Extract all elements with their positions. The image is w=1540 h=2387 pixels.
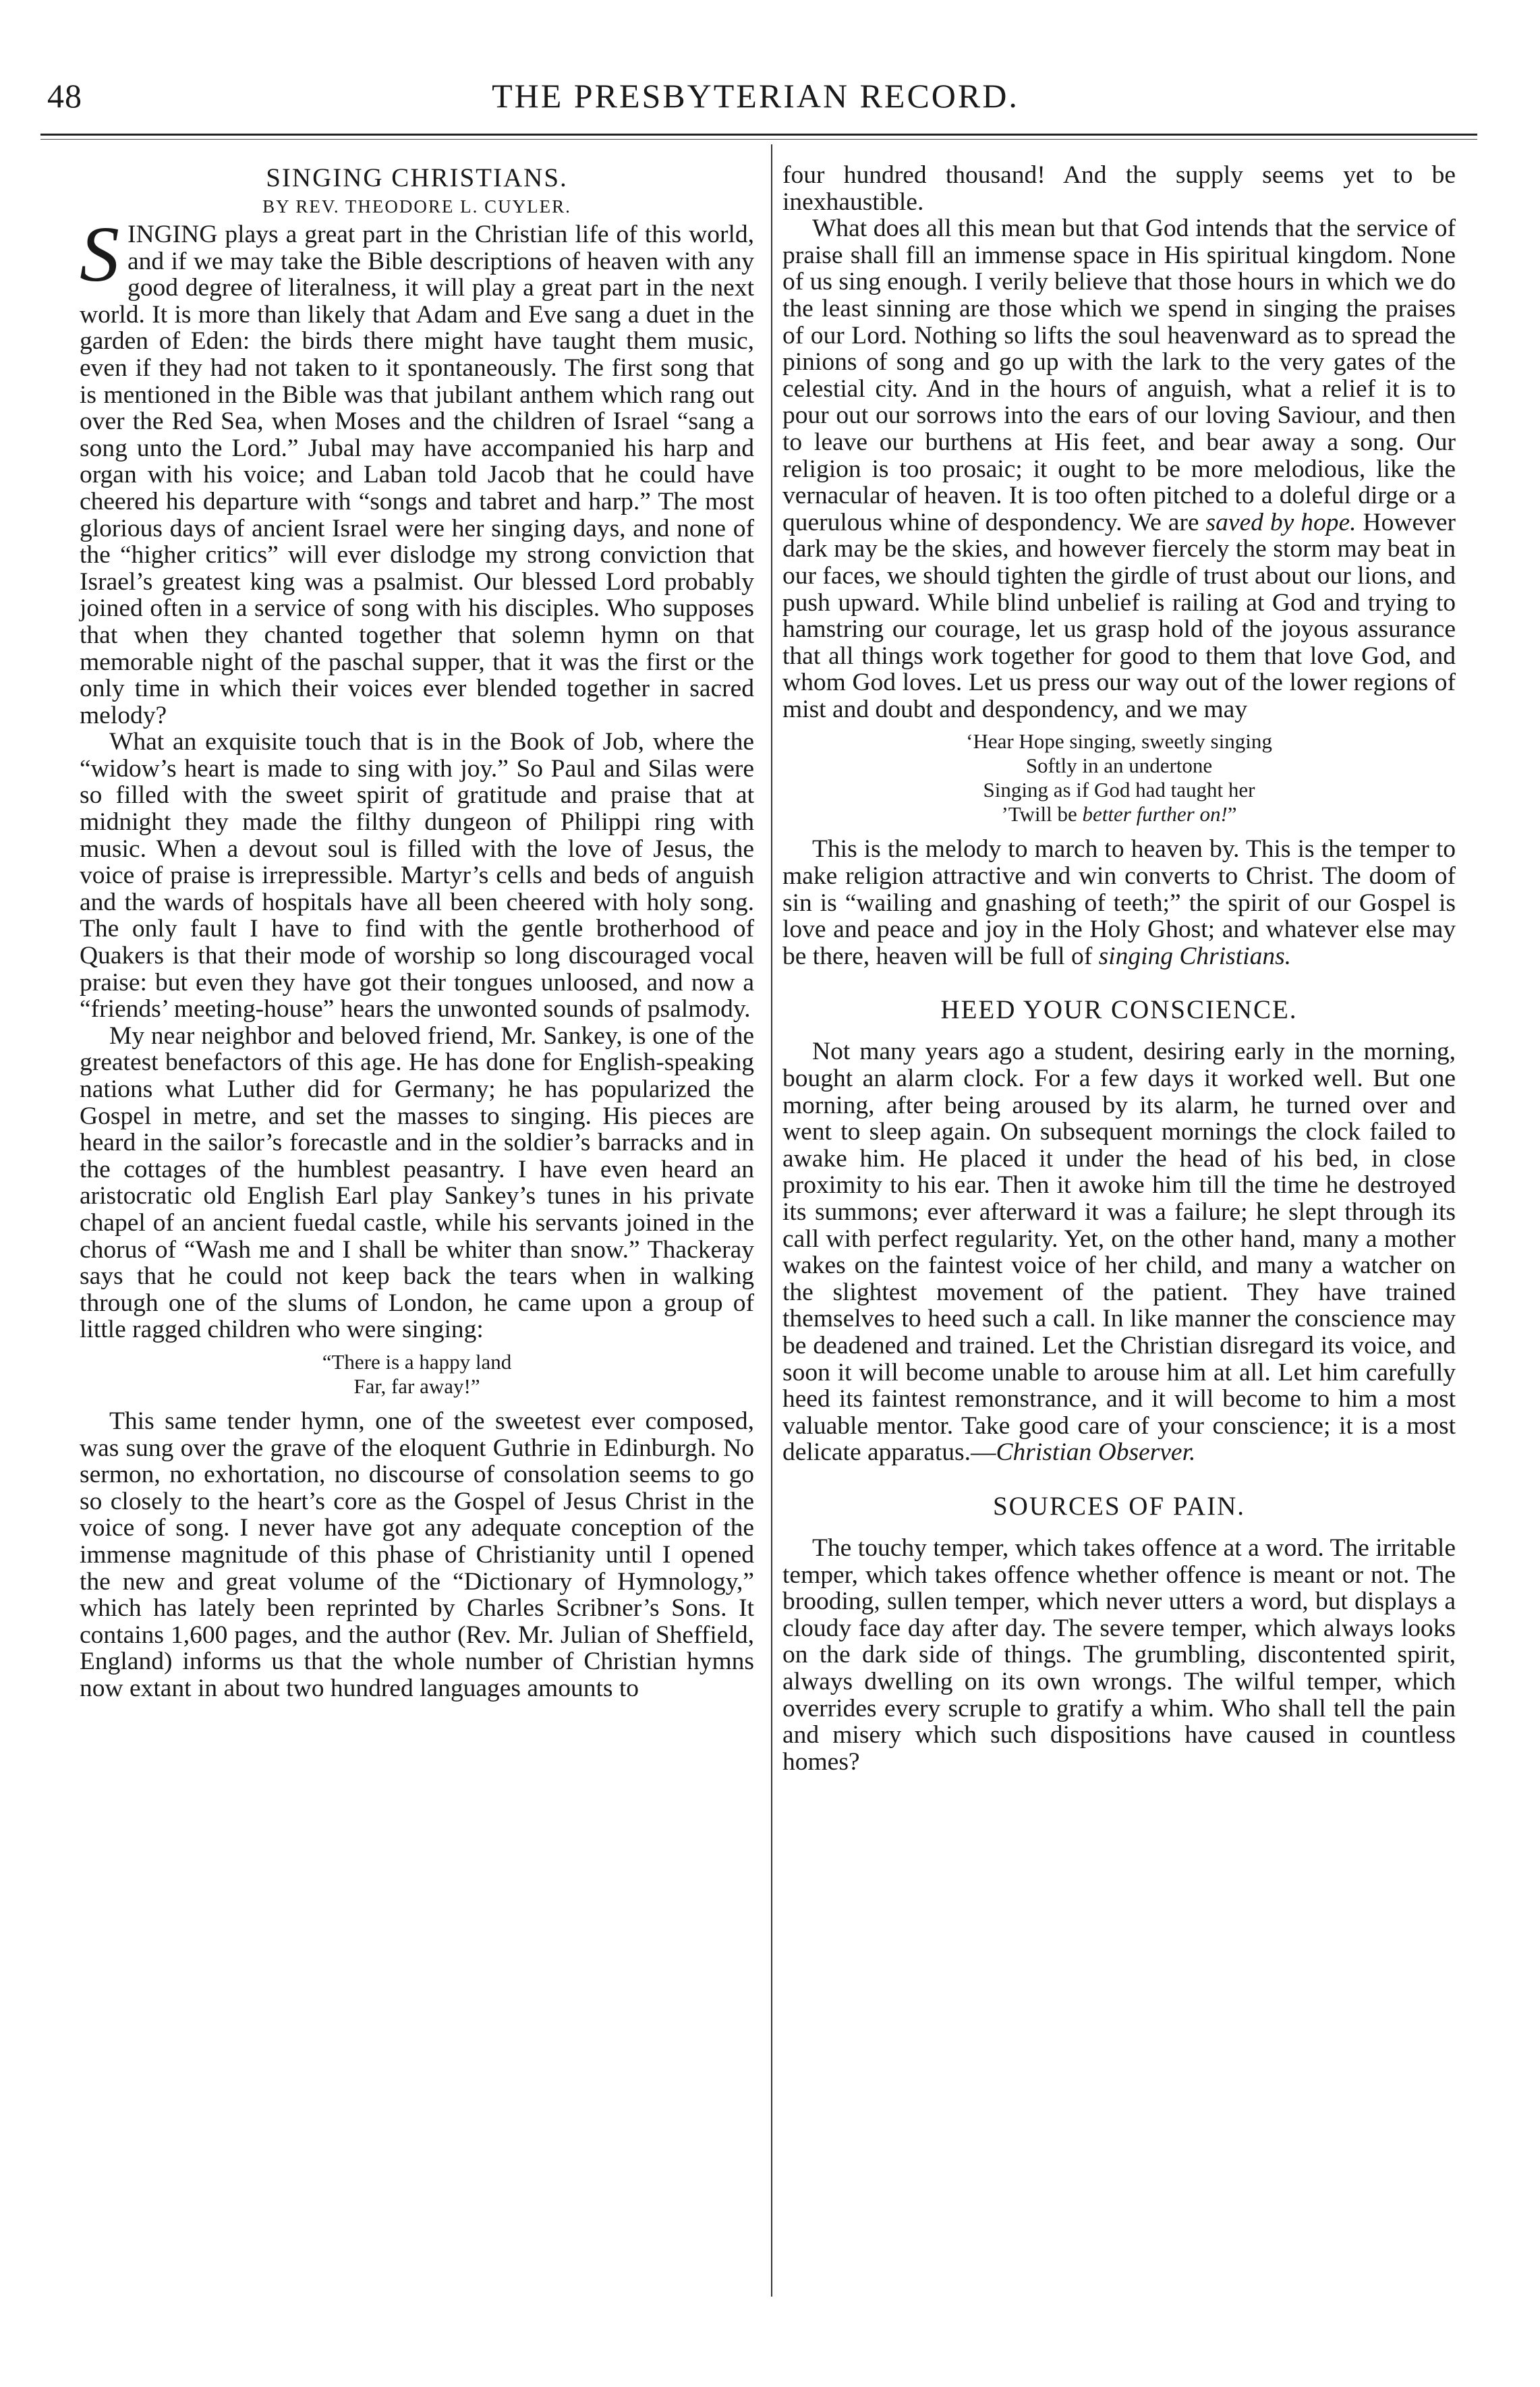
verse-quote (782, 729, 1456, 826)
article-paragraph: The touchy temper, which takes offence at a word. The irritable temper, which takes offence whether offence is meant or not. The brooding, sullen temper, which never utters a word, but displays a cloudy face day after day. The severe temper, which always looks on the dark side of things. The grumbling, discontented spirit, always dwelling on its own wrongs. The wilful temper, which overrides every scruple to gratify a whim. Who shall tell the pain and misery which such dispositions have caused in countless homes? (782, 1534, 1456, 1776)
article-paragraph: My near neighbor and beloved friend, Mr. Sankey, is one of the greatest benefactors of this age. He has done for English-speaking nations what Luther did for Germany; he has popularized the Gospel in metre, and set the masses to singing. His pieces are heard in the sailor’s forecastle and in the soldier’s barracks and in the cottages of the humblest peasantry. I have even heard an aristocratic old English Earl play Sankey’s tunes in his private chapel of an ancient fuedal castle, while his servants joined in the chorus of “Wash me and I shall be whiter than snow.” Thackeray says that he could not keep back the tears when in walking through one of the slums of London, he came upon a group of little ragged children who were singing: (80, 1021, 754, 1344)
article-title: SOURCES OF PAIN. (992, 1491, 1246, 1521)
article-title: HEED YOUR CONSCIENCE. (940, 995, 1298, 1025)
drop-cap: S (80, 210, 119, 298)
verse-line: Far, far away!” (353, 1374, 480, 1398)
article-paragraph: This same tender hymn, one of the sweetest ever composed, was sung over the grave of the eloquent Guthrie in Edinburgh. No sermon, no exhortation, no discourse of consolation seems to go so closely to the heart’s core as the Gospel of Jesus Christ in the voice of song. I never have got any adequate conception of the immense magnitude of this phase of Christianity until I opened the new and great volume of the “Dictionary of Hymnology,” which has lately been reprinted by Charles Scribner’s Sons. It contains 1,600 pages, and the author (Rev. Mr. Julian of Sheffield, England) informs us that the whole number of Christian hymns now extant in about two hundred languages amounts to (80, 1407, 754, 1702)
article-paragraph: This is the melody to march to heaven by. This is the temper to make religion attractive and win converts to Christ. The doom of sin is “wailing and gnashing of teeth;” the spirit of our Gospel is love and peace and joy in the Holy Ghost; and whatever else may be there, heaven will be full of singing Christians. (782, 835, 1456, 970)
header-rule-thin (40, 139, 1477, 140)
right-column (782, 162, 1456, 1775)
article-byline: BY REV. THEODORE L. CUYLER. (262, 196, 571, 217)
header-rule (40, 134, 1477, 136)
article-source: Christian Observer. (996, 1438, 1196, 1467)
article-title: SINGING CHRISTIANS. (266, 163, 568, 192)
verse-line: Softly in an undertone (1025, 754, 1213, 778)
verse-line: ’Twill be better further on!” (1001, 802, 1237, 826)
verse-line: Singing as if God had taught her (983, 778, 1255, 802)
column-divider (771, 144, 772, 2297)
verse-line: “There is a happy land (322, 1349, 512, 1374)
article-paragraph: SINGING plays a great part in the Christian life of this world, and if we may take the Bible descriptions of heaven with any good degree of literalness, it will play a great part in the next world. It is more than likely that Adam and Eve sang a duet in the garden of Eden: the birds there might have taught them music, even if they had not taken to it spontaneously. The first song that is mentioned in the Bible was that jubilant anthem which rang out over the Red Sea, when Moses and the children of Israel “sang a song unto the Lord.” Jubal may have accompanied his harp and organ with his voice; and Laban told Jacob that he could have cheered his departure with “songs and tabret and harp.” The most glorious days of ancient Israel were her singing days, and none of the “higher critics” will ever dislodge my strong conviction that Israel’s greatest king was a psalmist. Our blessed Lord probably joined often in a service of song with his disciples. Who supposes that when they chanted together that solemn hymn on that memorable night of the paschal supper, that it was the first or the only time in which their voices ever blended together in sacred melody? (80, 210, 754, 729)
article-paragraph: What does all this mean but that God intends that the service of praise shall fill an immense space in His spiritual kingdom. None of us sing enough. I verily believe that those hours in which we do the least sinning are those which we spend in singing the praises of our Lord. Nothing so lifts the soul heavenward as to spread the pinions of song and go up with the lark to the very gates of the celestial city. And in the hours of anguish, what a relief it is to pour out our sorrows into the ears of our loving Saviour, and then to leave our burthens at His feet, and bear away a song. Our religion is too prosaic; it ought to be more melodious, like the vernacular of heaven. It is too often pitched to a doleful dirge or a querulous whine of despondency. We are saved by hope. However dark may be the skies, and however fiercely the storm may beat in our faces, we should tighten the girdle of trust about our lions, and push upward. While blind unbelief is railing at God and trying to hamstring our courage, let us grasp hold of the joyous assurance that all things work together for good to them that love God, and whom God loves. Let us press our way out of the lower regions of mist and doubt and despondency, and we may (782, 215, 1456, 723)
italic-phrase: saved by hope. (1205, 508, 1357, 536)
article-paragraph: four hundred thousand! And the supply seems yet to be inexhaustible. (782, 161, 1456, 216)
page-number: 48 (47, 77, 82, 115)
article-paragraph: What an exquisite touch that is in the Book of Job, where the “widow’s heart is made to sing with joy.” So Paul and Silas were so filled with the sweet spirit of gratitude and praise that at midnight they made the filthy dungeon of Philippi ring with music. When a devout soul is filled with the love of Jesus, the voice of praise is irrepressible. Martyr’s cells and beds of anguish and the wards of hospitals have all been cheered with holy song. The only fault I have to find with the gentle brotherhood of Quakers is that their mode of worship so long discouraged vocal praise: but even they have got their tongues unloosed, and now a “friends’ meeting-house” hears the unwonted sounds of psalmody. (80, 728, 754, 1023)
verse-quote (80, 1350, 754, 1399)
verse-line: ‘Hear Hope singing, sweetly singing (966, 729, 1272, 754)
page-header (40, 71, 1471, 125)
left-column (80, 162, 754, 1702)
italic-phrase: singing Christians. (1098, 942, 1292, 970)
publication-title: THE PRESBYTERIAN RECORD. (492, 77, 1019, 115)
article-paragraph: Not many years ago a student, desiring early in the morning, bought an alarm clock. For a few days it worked well. But one morning, after being aroused by its alarm, he turned over and went to sleep again. On subsequent mornings the clock failed to awake him. He placed it under the head of his bed, in close proximity to his ear. Then it awoke him till the time he destroyed its summons; ever afterward it was a failure; he slept through its call with perfect regularity. Yet, on the other hand, many a mother wakes on the faintest voice of her child, and many a watcher on the slightest movement of the patient. They have trained themselves to heed such a call. In like manner the conscience may be deadened and trained. Let the Christian disregard its voice, and soon it will become unable to arouse him at all. Let him carefully heed its faintest remonstrance, and it will become to him a most valuable mentor. Take good care of your conscience; it is a most delicate apparatus.—Christian Observer. (782, 1038, 1456, 1467)
